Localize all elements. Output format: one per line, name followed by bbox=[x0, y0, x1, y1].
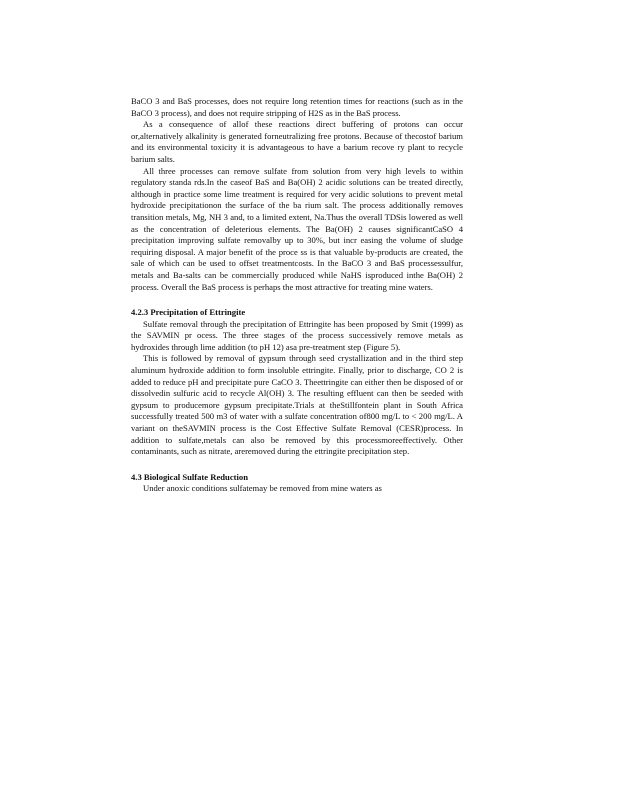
section-heading-ettringite: 4.2.3 Precipitation of Ettringite bbox=[131, 307, 246, 318]
paragraph-intro-3: All three processes can remove sulfate from solution from very high levels to within regulatory standa rds.In the caseof BaS and Ba(OH) 2 acidic solutions can be treated directly, although in practice some lime treatment is required for very acidic solutions to prevent metal hydroxide precipitationon the surface of the ba rium salt. The process additionally removes transition metals, Mg, NH 3 and, to a limited extent, Na.Thus the overall TDSis lowered as well as the concentration of deleterious elements. The Ba(OH) 2 causes significantCaSO 4 precipitation improving sulfate removalby up to 30%, but incr easing the volume of sludge requiring disposal. A major benefit of the proce ss is that valuable by-products are created, the sale of which can be used to offset treatmentcosts. In the BaCO 3 and BaS processessulfur, metals and Ba-salts can be commercially produced while NaHS isproduced inthe Ba(OH) 2 process. Overall the BaS process is perhaps the most attractive for treating mine waters. bbox=[131, 165, 463, 292]
document-page bbox=[131, 96, 463, 495]
paragraph-ettringite-1: Sulfate removal through the precipitation of Ettringite has been proposed by Smit (1999) as the SAVMIN pr ocess. The three stages of the process successively remove metals as hydroxides through lime addition (to pH 12) asa pre-treatment step (Figure 5). bbox=[131, 318, 463, 352]
paragraph-intro-1: BaCO 3 and BaS processes, does not require long retention times for reactions (such as in the BaCO 3 process), and does not require stripping of H2S as in the BaS process. bbox=[131, 96, 463, 118]
paragraph-ettringite-2: This is followed by removal of gypsum through seed crystallization and in the third step aluminum hydroxide addition to form insoluble ettringite. Finally, prior to discharge, CO 2 is added to reduce pH and precipitate pure CaCO 3. Theettringite can either then be disposed of or dissolvedin sulfuric acid to recycle Al(OH) 3. The resulting effluent can then be seeded with gypsum to producemore gypsum precipitate.Trials at theStillfontein plant in South Africa successfully treated 500 m3 of water with a sulfate concentration of800 mg/L to < 200 mg/L. A variant on theSAVMIN process is the Cost Effective Sulfate Removal (CESR)process. In addition to sulfate,metals can also be removed by this processmoreeffectively. Other contaminants, such as nitrate, areremoved during the ettringite precipitation step. bbox=[131, 353, 463, 457]
section-heading-biological: 4.3 Biological Sulfate Reduction bbox=[131, 471, 248, 482]
paragraph-biological-1: Under anoxic conditions sulfatemay be removed from mine waters as bbox=[143, 483, 382, 494]
paragraph-intro-2: As a consequence of allof these reactions direct buffering of protons can occur or,alternatively alkalinity is generated forneutralizing free protons. Because of thecostof barium and its environmental toxicity it is advantageous to have a barium recove ry plant to recycle barium salts. bbox=[131, 119, 463, 164]
